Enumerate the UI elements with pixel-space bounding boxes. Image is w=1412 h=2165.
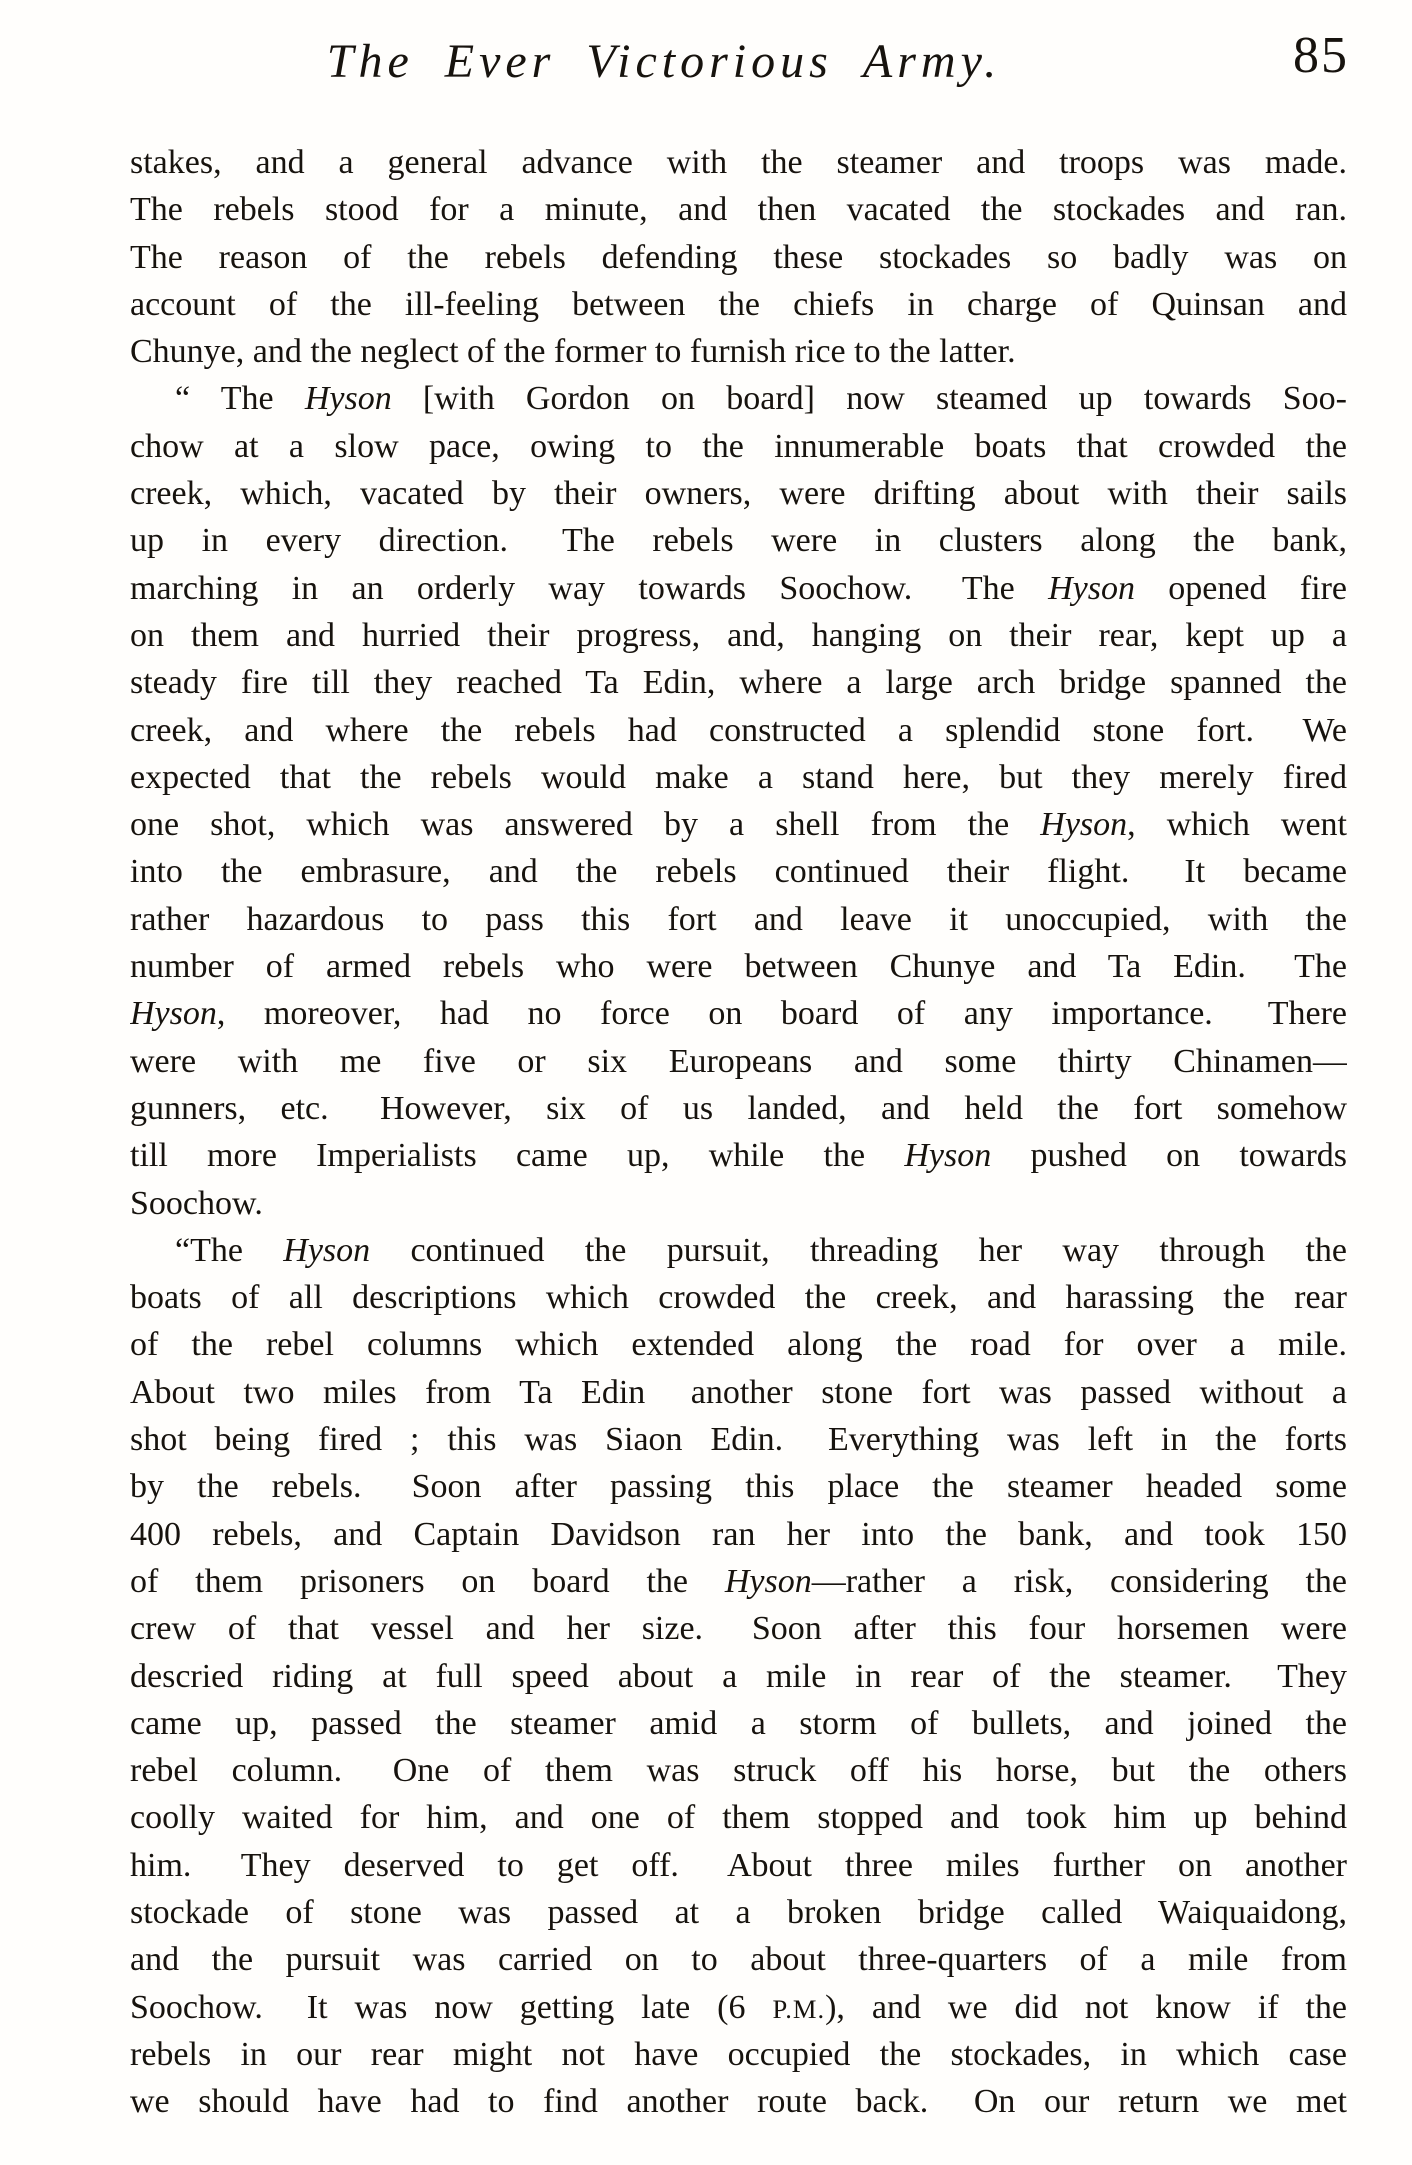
text-line: [130, 1558, 1347, 1605]
text-line: [130, 1321, 1347, 1368]
text-segment: —rather a risk, considering the: [811, 1562, 1347, 1600]
text-segment: “The: [175, 1231, 284, 1269]
text-line: [130, 1416, 1347, 1463]
text-line: [130, 990, 1347, 1037]
text-line: [130, 375, 1347, 422]
text-line: [130, 1511, 1347, 1558]
text-segment: [with Gordon on board] now steamed up towards Soo-: [391, 380, 1347, 418]
text-segment: shot being fired ; this was Siaon Edin. Everything was left in the forts: [130, 1421, 1347, 1459]
text-segment: ), and we did not know if the: [825, 1988, 1347, 2026]
text-line: [130, 1605, 1347, 1652]
text-line: [130, 1180, 1347, 1227]
text-line: [130, 1889, 1347, 1936]
text-segment: came up, passed the steamer amid a storm of bullets, and joined the: [130, 1704, 1347, 1742]
text-segment: Chunye, and the neglect of the former to furnish rice to the latter.: [130, 333, 1016, 371]
text-line: [130, 328, 1347, 375]
text-line: [130, 612, 1347, 659]
text-segment: crew of that vessel and her size. Soon after this four horsemen were: [130, 1610, 1347, 1648]
italic-text: Hyson: [1048, 569, 1135, 607]
text-line: [130, 1274, 1347, 1321]
text-segment: rebel column. One of them was struck off his horse, but the others: [130, 1752, 1347, 1790]
text-line: [130, 1794, 1347, 1841]
text-segment: , moreover, had no force on board of any importance. There: [216, 995, 1347, 1033]
text-line: [130, 139, 1347, 186]
text-line: [130, 1653, 1347, 1700]
text-line: [130, 234, 1347, 281]
text-segment: on them and hurried their progress, and, hanging on their rear, kept up a: [130, 616, 1347, 654]
text-line: [130, 1038, 1347, 1085]
text-line: [130, 1984, 1347, 2031]
italic-text: Hyson: [283, 1231, 371, 1269]
text-segment: marching in an orderly way towards Soochow. The: [130, 569, 1049, 607]
text-segment: boats of all descriptions which crowded the creek, and harassing the rear: [130, 1279, 1347, 1317]
text-segment: creek, which, vacated by their owners, were drifting about with their sails: [130, 475, 1347, 513]
text-segment: chow at a slow pace, owing to the innumerable boats that crowded the: [130, 427, 1347, 465]
text-segment: continued the pursuit, threading her way through the: [370, 1231, 1347, 1269]
text-segment: steady fire till they reached Ta Edin, where a large arch bridge spanned the: [130, 664, 1347, 702]
text-line: [130, 470, 1347, 517]
text-line: [130, 1842, 1347, 1889]
text-line: [130, 943, 1347, 990]
text-segment: “ The: [175, 380, 305, 418]
text-segment: and the pursuit was carried on to about three-quarters of a mile from: [130, 1941, 1347, 1979]
text-segment: up in every direction. The rebels were in clusters along the bank,: [130, 522, 1347, 560]
text-segment: of the rebel columns which extended along the road for over a mile.: [130, 1326, 1347, 1364]
text-segment: stakes, and a general advance with the steamer and troops was made.: [130, 144, 1347, 181]
text-segment: Soochow. It was now getting late (6: [130, 1988, 773, 2026]
text-segment: one shot, which was answered by a shell from the: [130, 806, 1041, 844]
text-line: [130, 896, 1347, 943]
text-segment: account of the ill-feeling between the chiefs in charge of Quinsan and: [130, 285, 1347, 323]
text-line: [130, 423, 1347, 470]
text-segment: descried riding at full speed about a mile in rear of the steamer. They: [130, 1657, 1347, 1695]
text-segment: coolly waited for him, and one of them stopped and took him up behind: [130, 1799, 1347, 1837]
text-segment: number of armed rebels who were between Chunye and Ta Edin. The: [130, 948, 1347, 986]
text-line: [130, 754, 1347, 801]
text-line: [130, 1132, 1347, 1179]
text-segment: 400 rebels, and Captain Davidson ran her into the bank, and took 150: [130, 1515, 1347, 1553]
text-line: [130, 1936, 1347, 1983]
italic-text: Hyson: [130, 995, 217, 1033]
text-line: [130, 186, 1347, 233]
text-segment: Soochow.: [130, 1184, 263, 1222]
italic-text: Hyson: [724, 1562, 812, 1600]
text-segment: , which went: [1127, 806, 1347, 844]
text-line: [130, 1747, 1347, 1794]
text-line: [130, 1463, 1347, 1510]
italic-text: Hyson: [1040, 806, 1128, 844]
italic-text: Hyson: [904, 1137, 992, 1175]
text-segment: opened fire: [1134, 569, 1347, 607]
text-line: [130, 659, 1347, 706]
italic-text: Hyson: [304, 380, 392, 418]
text-segment: were with me five or six Europeans and some thirty Chinamen—: [130, 1042, 1347, 1080]
text-line: [130, 1085, 1347, 1132]
text-segment: rebels in our rear might not have occupied the stockades, in which case: [130, 2035, 1347, 2073]
text-segment: pushed on towards: [991, 1137, 1347, 1175]
text-segment: The rebels stood for a minute, and then vacated the stockades and ran.: [130, 191, 1347, 229]
text-line: [130, 848, 1347, 895]
text-line: [130, 281, 1347, 328]
text-line: [130, 1700, 1347, 1747]
text-line: [130, 707, 1347, 754]
text-line: [130, 2031, 1347, 2078]
text-line: [130, 801, 1347, 848]
text-segment: by the rebels. Soon after passing this place the steamer headed some: [130, 1468, 1347, 1506]
text-segment: rather hazardous to pass this fort and leave it unoccupied, with the: [130, 900, 1347, 938]
text-segment: into the embrasure, and the rebels continued their flight. It became: [130, 853, 1347, 891]
running-head-title: The Ever Victorious Army.: [326, 35, 1002, 88]
text-line: [130, 517, 1347, 564]
text-segment: stockade of stone was passed at a broken bridge called Waiquaidong,: [130, 1893, 1347, 1931]
text-line: [130, 1369, 1347, 1416]
text-segment: creek, and where the rebels had constructed a splendid stone fort. We: [130, 711, 1347, 749]
text-segment: About two miles from Ta Edin another stone fort was passed without a: [130, 1373, 1347, 1411]
page-number: 85: [1293, 27, 1349, 84]
text-segment: of them prisoners on board the: [130, 1562, 725, 1600]
text-line: [130, 2078, 1347, 2125]
text-line: [130, 565, 1347, 612]
text-segment: P.M.: [772, 1993, 826, 2024]
text-segment: we should have had to find another route back. On our return we met: [130, 2083, 1347, 2121]
body-text: [130, 139, 1347, 2125]
text-segment: gunners, etc. However, six of us landed, and held the fort somehow: [130, 1089, 1347, 1127]
text-segment: him. They deserved to get off. About three miles further on another: [130, 1846, 1347, 1884]
text-segment: The reason of the rebels defending these stockades so badly was on: [130, 238, 1347, 276]
text-segment: expected that the rebels would make a stand here, but they merely fired: [130, 758, 1347, 796]
text-segment: till more Imperialists came up, while the: [130, 1137, 905, 1175]
text-line: [130, 1227, 1347, 1274]
